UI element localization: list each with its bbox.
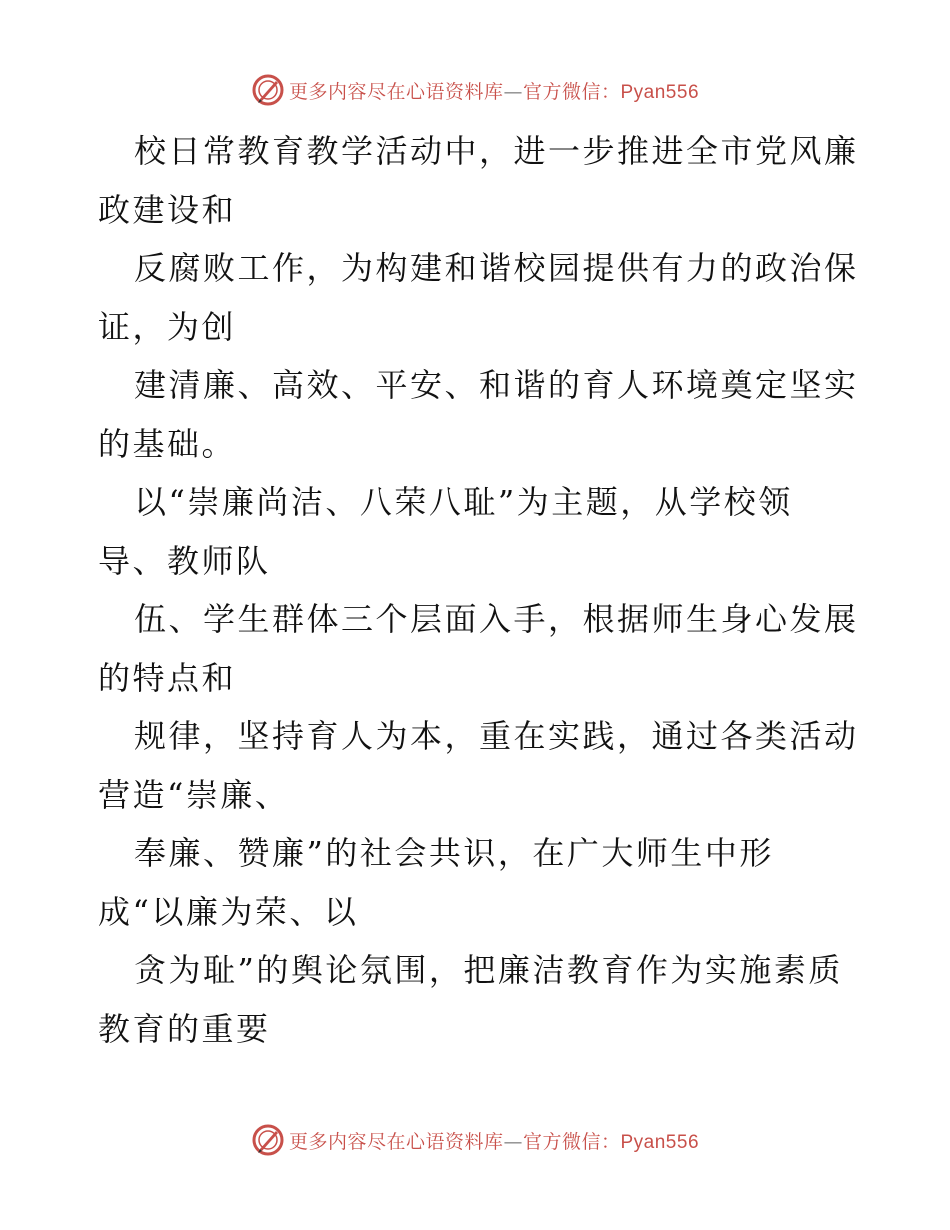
watermark-dash: — [503,1130,523,1153]
watermark-contact-label: 官方微信： [522,80,621,103]
body-line: 建清廉、高效、平安、和谐的育人环境奠定坚实 [134,366,859,404]
body-line: 奉廉、赞廉”的社会共识，在广大师生中形 [134,834,774,872]
body-line: 校日常教育教学活动中，进一步推进全市党风廉 [134,132,859,170]
body-line: 导、教师队 [98,541,271,580]
body-line: 伍、学生群体三个层面入手，根据师生身心发展 [134,600,859,638]
watermark-contact-label: 官方微信： [522,1130,621,1153]
watermark-account: Pyan556 [620,81,700,103]
body-line: 反腐败工作，为构建和谐校园提供有力的政治保 [134,249,859,287]
watermark-dash: — [503,80,523,103]
body-line: 贪为耻”的舆论氛围，把廉洁教育作为实施素质 [134,951,843,989]
body-line: 的特点和 [98,658,237,697]
body-line: 规律，坚持育人为本，重在实践，通过各类活动 [134,717,859,755]
footer-watermark [0,1120,950,1160]
body-line: 政建设和 [98,190,237,229]
body-line: 营造“崇廉、 [98,775,290,814]
body-line: 成“以廉为荣、以 [98,892,359,931]
quill-pen-logo-icon [251,1123,285,1157]
body-line: 以“崇廉尚洁、八荣八耻”为主题，从学校领 [134,483,793,521]
watermark-text [289,1127,699,1154]
document-body [98,122,858,1058]
watermark-text [289,77,699,104]
quill-pen-logo-icon [251,73,285,107]
body-line: 证，为创 [98,307,237,346]
watermark-account: Pyan556 [620,1131,700,1153]
watermark-site-name: 更多内容尽在心语资料库 [288,1130,504,1153]
body-line: 教育的重要 [98,1009,271,1048]
body-line: 的基础。 [98,424,237,463]
watermark-site-name: 更多内容尽在心语资料库 [288,80,504,103]
header-watermark [0,70,950,110]
